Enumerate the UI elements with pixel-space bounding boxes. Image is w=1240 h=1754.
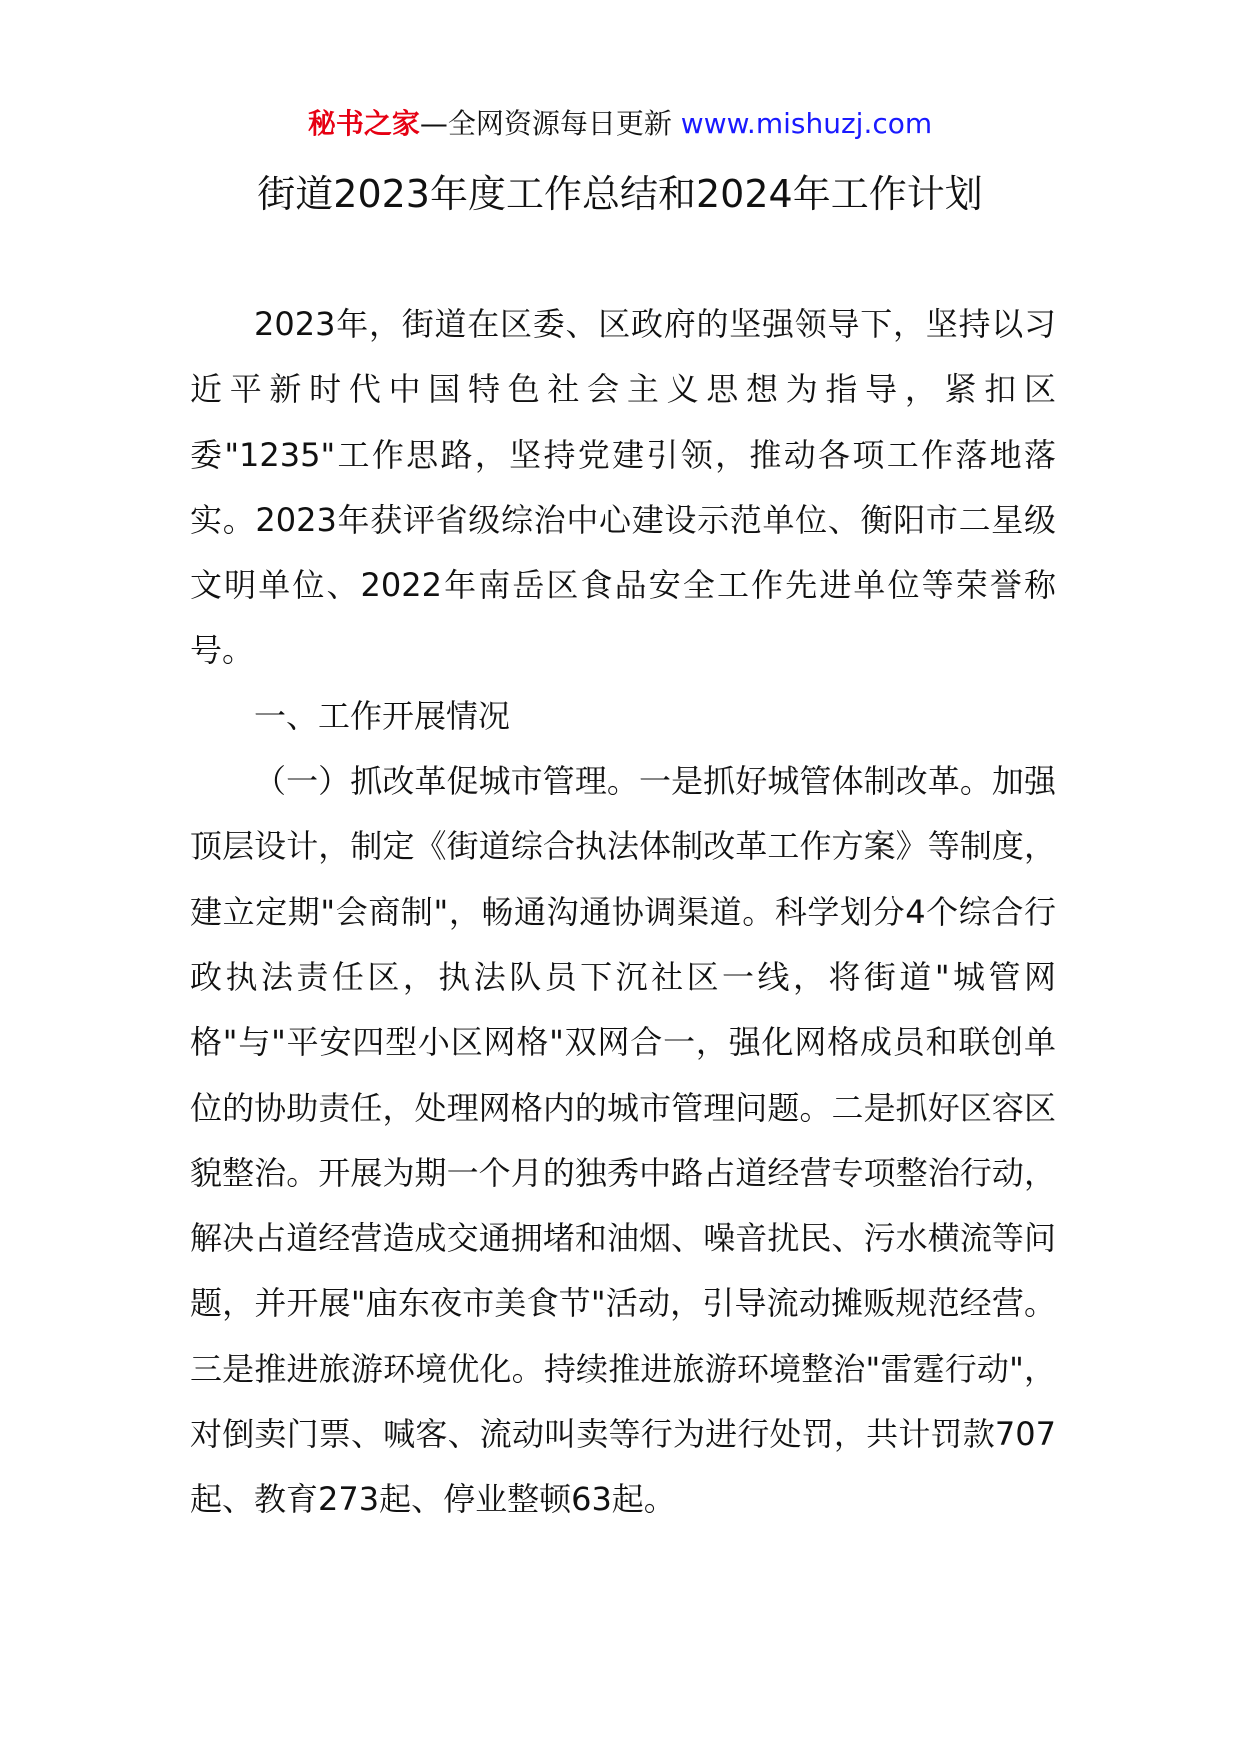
paragraph-urban-management: （一）抓改革促城市管理。一是抓好城管体制改革。加强顶层设计，制定《街道综合执法体制改革工作方案》等制度，建立定期"会商制"，畅通沟通协调渠道。科学划分4个综合行政执法责任区，执法队员下沉社区一线，将街道"城管网格"与"平安四型小区网格"双网合一，强化网格成员和联创单位的协助责任，处理网格内的城市管理问题。二是抓好区容区貌整治。开展为期一个月的独秀中路占道经营专项整治行动，解决占道经营造成交通拥堵和油烟、噪音扰民、污水横流等问题，并开展"庙东夜市美食节"活动，引导流动摊贩规范经营。三是推进旅游环境优化。持续推进旅游环境整治"雷霆行动"，对倒卖门票、喊客、流动叫卖等行为进行处罚，共计罚款707起、教育273起、停业整顿63起。	[190, 762, 1056, 1519]
site-header	[0, 104, 1240, 144]
site-url-link[interactable]: www.mishuzj.com	[680, 107, 933, 140]
header-tagline: —全网资源每日更新	[419, 107, 672, 140]
brand-name: 秘书之家	[307, 107, 420, 140]
document-body	[190, 292, 1056, 1533]
paragraph-intro: 2023年，街道在区委、区政府的坚强领导下，坚持以习近平新时代中国特色社会主义思想为指导，紧扣区委"1235"工作思路，坚持党建引领，推动各项工作落地落实。2023年获评省级综治中心建设示范单位、衡阳市二星级文明单位、2022年南岳区食品安全工作先进单位等荣誉称号。	[190, 305, 1056, 670]
section-heading: 一、工作开展情况	[254, 696, 511, 735]
document-title: 街道2023年度工作总结和2024年工作计划	[257, 172, 983, 216]
